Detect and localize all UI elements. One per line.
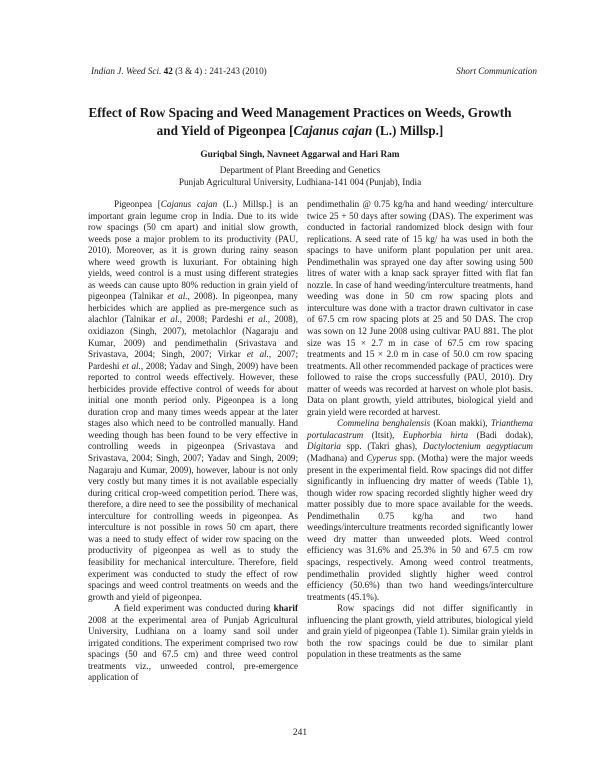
paragraph-introduction <box>88 199 298 603</box>
journal-citation <box>91 66 267 76</box>
affiliation-institution: Punjab Agricultural University, Ludhiana-141 004 (Punjab), India <box>178 177 422 187</box>
species-name: Commelina benghalensis <box>337 418 431 429</box>
et-al: et al. <box>122 360 141 371</box>
paragraph-methods <box>88 603 298 684</box>
text-span: , 2008), oxidiazon (Singh, 2007), metolachlor (Nagaraju and Kumar, 2009) and pendimethalin (Srivastava and Srivastava, 2004; Singh, 2007; Virkar <box>88 314 298 360</box>
text-span: A field experiment was conducted during <box>114 603 274 614</box>
text-span: , 2007; Pardeshi <box>88 349 298 371</box>
article-type: Short Communication <box>456 66 537 76</box>
running-head <box>91 66 537 78</box>
et-al: et al. <box>167 291 188 302</box>
journal-issue: (3 & 4) : 241-243 (2010) <box>175 66 267 76</box>
species-name: Cajanus cajan <box>160 199 218 209</box>
affiliation-department: Department of Plant Breeding and Genetics <box>219 165 381 175</box>
paragraph-weed-flora <box>307 418 533 603</box>
journal-name: Indian J. Weed Sci. <box>91 66 162 76</box>
et-al: et al. <box>159 314 180 325</box>
journal-volume: 42 <box>163 66 173 76</box>
et-al: et al. <box>247 314 268 325</box>
left-column <box>88 199 298 684</box>
title-species-name: Cajanus cajan <box>293 123 373 138</box>
authors: Guriqbal Singh, Navneet Aggarwal and Hari Ram <box>200 150 400 160</box>
right-column <box>307 199 533 661</box>
text-span: Pigeonpea [ <box>114 199 161 209</box>
text-span: , 2008; Pardeshi <box>179 314 248 325</box>
text-span: (Koan makki), <box>430 418 491 429</box>
text-span: (Badi dodak), <box>468 429 533 440</box>
title-line-2-suffix: (L.) Millsp.] <box>372 123 444 138</box>
et-al: et al. <box>246 349 269 360</box>
title-line-2-prefix: and Yield of Pigeonpea [ <box>156 123 294 138</box>
text-span: 2008 at the experimental area of Punjab Agricultural University, Ludhiana on a loamy sand soil under irrigated conditions. The experiment comprised two row spacings (50 and 67.5 cm) and three weed control treatments viz., unweeded control, pre-emergence application of <box>88 614 298 683</box>
page-number: 241 <box>292 728 308 738</box>
text-span: spp. (Motha) were the major weeds present in the experimental field. Row spacings did not differ significantly in influencing dry matter of weeds (Table 1), though wider row spacing recorded slightly higher weed dry matter possibly due to more space available for the weeds. Pendimethalin 0.75 kg/ha and two hand weedings/interculture treatments recorded significantly lower weed dry matter than unweeded plots. Weed control efficiency was 31.6% and 25.3% in 50 and 67.5 cm row spacings, respectively. Among weed control treatments, pendimethalin provided slightly higher weed control efficiency (50.6%) than two hand weedings/interculture treatments (45.1%). <box>307 453 533 602</box>
species-name: Trianthema portulacastrum <box>307 418 533 440</box>
species-name: Euphorbia hirta <box>402 429 469 440</box>
text-span: spp. (Takri ghas), <box>340 441 423 452</box>
text-span: (L.) Millsp.] is an important grain legume crop in India. Due to its wide row spacings (50 cm apart) and initial slow growth, weeds pose a major problem to its productivity (PAU, 2010). Moreover, as it is grown during rainy season where weed growth is luxuriant. For obtaining high yields, weed control is a must using different strategies as weeds can cause upto 80% reduction in grain yield of pigeonpea (Talnikar <box>88 199 298 302</box>
text-span: , 2008; Yadav and Singh, 2009) have been reported to control weeds effectively. However, these herbicides provide effective control of weeds for about initial one month period only. Pigeonpea is a long duration crop and many times weeds appear at the later stages also which need to be controlled manually. Hand weeding though has been found to be very effective in controlling weeds in pigeonpea (Srivastava and Srivastava, 2004; Singh, 2007; Yadav and Singh, 2009; Nagaraju and Kumar, 2009), however, labour is not only very costly but many times it is not available especially during critical crop-weed competition period. There was, therefore, a dire need to see the possibility of mechanical interculture for controlling weeds in pigeonpea. As interculture is not possible in rows 50 cm apart, there was a need to study effect of wider row spacing on the productivity of pigeonpea as well as to study the feasibility for mechanical interculture. Therefore, field experiment was conducted to study the effect of row spacings and weed control treatments on weeds and the growth and yield of pigeonpea. <box>88 360 298 602</box>
species-name: Dactyloctenium aegyptiacum <box>422 441 533 452</box>
species-name: Digitaria <box>307 441 341 452</box>
article-title <box>70 104 530 140</box>
season-term: kharif <box>273 603 298 614</box>
paragraph-methods-continued: pendimethalin @ 0.75 kg/ha and hand weeding/ interculture twice 25 + 50 days after sowing (DAS). The experiment was conducted in factorial randomized block design with four replications. A seed rate of 15 kg/ ha was used in both the spacings to have uniform plant population per unit area. Pendimethalin was sprayed one day after sowing using 500 litres of water with a knap sack sprayer fitted with flat fan nozzle. In case of hand weeding/interculture treatments, hand weeding was done in 50 cm row spacing plots and interculture was done with a tractor drawn cultivator in case of 67.5 cm row spacing plots at 25 and 50 DAS. The crop was sown on 12 June 2008 using cultivar PAU 881. The plot size was 15 × 2.7 m in case of 67.5 cm row spacing treatments and 15 × 2.0 m in case of 50.0 cm row spacing treatments. All other recommended package of practices were followed to raise the crops successfully (PAU, 2010). Dry matter of weeds was recorded at harvest on whole plot basis. Data on plant growth, yield attributes, biological yield and grain yield were recorded at harvest. <box>307 199 533 417</box>
text-span: , 2008). In pigeonpea, many herbicides which are applied as pre-mergence such as alachlor (Talnikar <box>88 291 298 325</box>
text-span: (Madhana) and <box>307 453 367 464</box>
species-name: Cyperus <box>366 453 397 464</box>
text-span: (Itsit), <box>363 429 403 440</box>
title-line-1: Effect of Row Spacing and Weed Management Practices on Weeds, Growth <box>88 105 512 120</box>
paragraph-results: Row spacings did not differ significantly in influencing the plant growth, yield attributes, biological yield and grain yield of pigeonpea (Table 1). Similar grain yields in both the row spacings could be due to similar plant population in these treatments as the same <box>307 603 533 660</box>
